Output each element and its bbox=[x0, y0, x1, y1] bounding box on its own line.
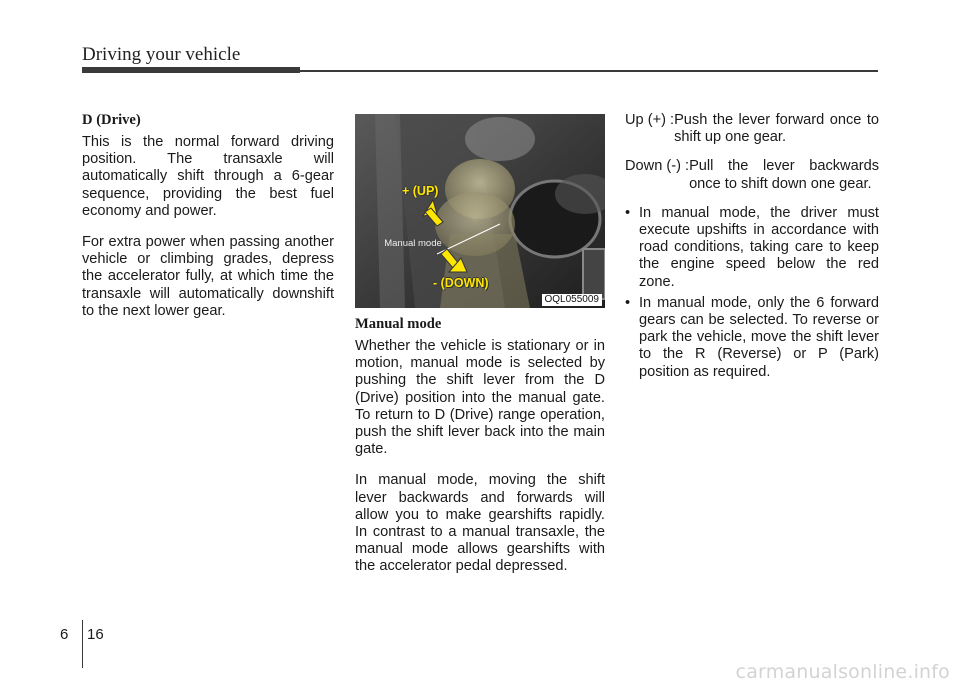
header-rule-thin bbox=[300, 70, 878, 72]
figure-code: OQL055009 bbox=[542, 294, 603, 306]
up-label: + (UP) bbox=[402, 184, 439, 198]
list-item bbox=[625, 205, 879, 291]
manual-mode-label: Manual mode bbox=[384, 238, 442, 249]
header-rule-thick bbox=[82, 67, 300, 73]
shift-def-up-text: Push the lever forward once to shift up one gear. bbox=[674, 112, 879, 146]
drive-heading: D (Drive) bbox=[82, 112, 141, 128]
shift-def-up bbox=[625, 112, 879, 146]
manual-paragraph-1: Whether the vehicle is stationary or in motion, manual mode is selected by pushing the shift lever from the D (Drive) position into the manual gate. To return to D (Drive) range operation, push the shift lever back into the main gate. bbox=[355, 338, 605, 458]
column-drive bbox=[82, 112, 334, 334]
footer-rule bbox=[82, 620, 83, 668]
note-1-text: In manual mode, the driver must execute upshifts in accordance with road conditions, taking care to keep the engine speed below the red zone. bbox=[639, 204, 879, 290]
section-number: 6 bbox=[60, 626, 69, 643]
manual-mode-notes bbox=[625, 205, 879, 381]
note-2-text: In manual mode, only the 6 forward gears can be selected. To reverse or park the vehicle, move the shift lever to the R (Reverse) or P (Park) position as required. bbox=[639, 294, 879, 380]
manual-paragraph-2: In manual mode, moving the shift lever backwards and forwards will allow you to make gearshifts rapidly. In contrast to a manual transaxle, the manual mode allows gearshifts with the accelerator pedal depressed. bbox=[355, 472, 605, 575]
column-shift-info bbox=[625, 112, 879, 385]
shift-def-down bbox=[625, 158, 879, 192]
column-manual bbox=[355, 316, 605, 590]
shift-def-up-term: Up (+) : bbox=[625, 112, 675, 128]
list-item bbox=[625, 295, 879, 381]
drive-paragraph-1: This is the normal forward driving position. The transaxle will automatically shift through a 6-gear sequence, providing the best fuel economy and power. bbox=[82, 134, 334, 219]
bullet-icon: • bbox=[625, 294, 631, 311]
shift-def-down-text: Pull the lever backwards once to shift down one gear. bbox=[689, 158, 879, 192]
page-number: 16 bbox=[87, 626, 104, 643]
gear-shift-figure bbox=[355, 114, 605, 308]
manual-heading: Manual mode bbox=[355, 316, 442, 332]
shift-def-down-term: Down (-) : bbox=[625, 158, 690, 175]
bullet-icon: • bbox=[625, 204, 631, 221]
down-label: - (DOWN) bbox=[433, 276, 489, 290]
watermark: carmanualsonline.info bbox=[735, 661, 950, 683]
header-title: Driving your vehicle bbox=[82, 44, 241, 65]
drive-paragraph-2: For extra power when passing another vehicle or climbing grades, depress the accelerator fully, at which time the transaxle will automatically downshift to the next lower gear. bbox=[82, 234, 334, 319]
